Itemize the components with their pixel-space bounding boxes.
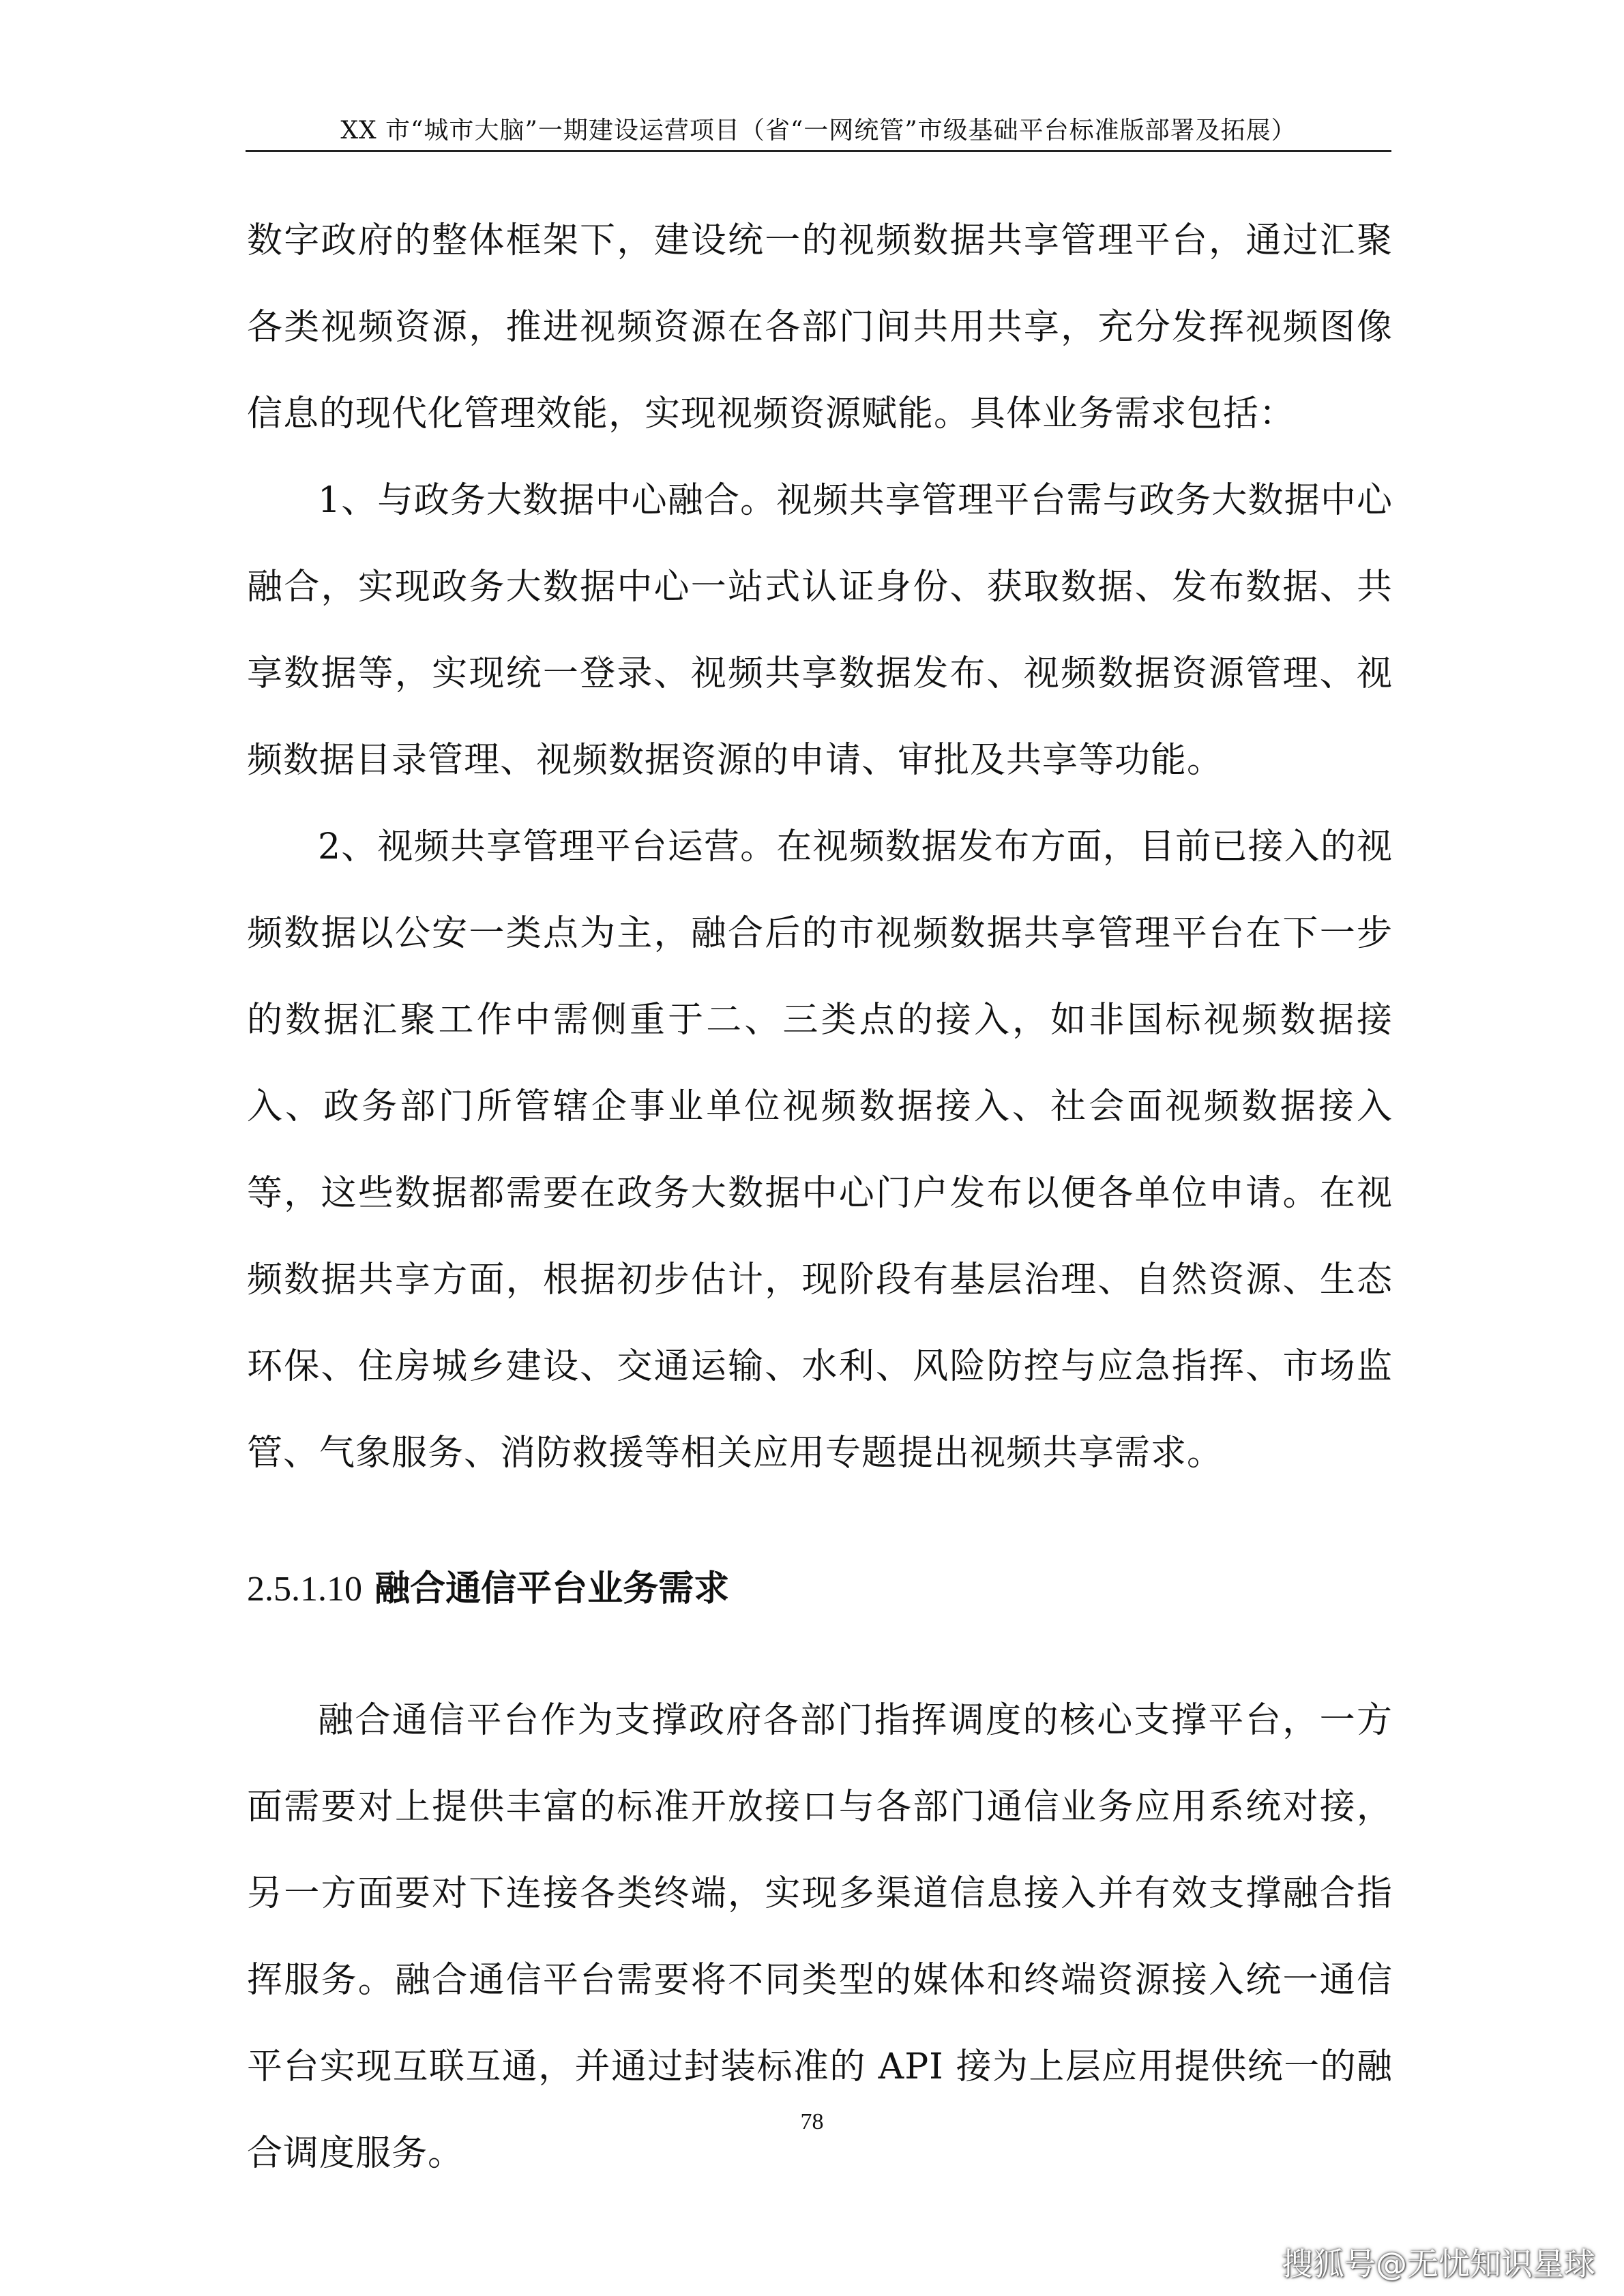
paragraph-item-2: 2、视频共享管理平台运营。在视频数据发布方面，目前已接入的视频数据以公安一类点为主，融合后的市视频数据共享管理平台在下一步的数据汇聚工作中需侧重于二、三类点的接入，如非国标视频数据接入、政务部门所管辖企事业单位视频数据接入、社会面视频数据接入等，这些数据都需要在政务大数据中心门户发布以便各单位申请。在视频数据共享方面，根据初步估计，现阶段有基层治理、自然资源、生态环保、住房城乡建设、交通运输、水利、风险防控与应急指挥、市场监管、气象服务、消防救援等相关应用专题提出视频共享需求。 xyxy=(247,826,1393,1474)
section-number: 2.5.1.10 xyxy=(247,1570,362,1609)
page-number: 78 xyxy=(800,2109,824,2134)
section-heading xyxy=(247,1562,1393,1617)
paragraph-item-1: 1、与政务大数据中心融合。视频共享管理平台需与政务大数据中心融合，实现政务大数据中心一站式认证身份、获取数据、发布数据、共享数据等，实现统一登录、视频共享数据发布、视频数据资源管理、视频数据目录管理、视频数据资源的申请、审批及共享等功能。 xyxy=(247,480,1393,781)
header-divider xyxy=(246,150,1391,152)
paragraph-continuation: 数字政府的整体框架下，建设统一的视频数据共享管理平台，通过汇聚各类视频资源，推进视频资源在各部门间共用共享，充分发挥视频图像信息的现代化管理效能，实现视频资源赋能。具体业务需求包括： xyxy=(247,220,1393,434)
section-title: 融合通信平台业务需求 xyxy=(374,1568,730,1609)
running-header: XX 市“城市大脑”一期建设运营项目（省“一网统管”市级基础平台标准版部署及拓展） xyxy=(340,117,1297,145)
watermark: 搜狐号@无忧知识星球 xyxy=(1282,2246,1595,2282)
section-paragraph: 融合通信平台作为支撑政府各部门指挥调度的核心支撑平台，一方面需要对上提供丰富的标准开放接口与各部门通信业务应用系统对接，另一方面要对下连接各类终端，实现多渠道信息接入并有效支撑融合指挥服务。融合通信平台需要将不同类型的媒体和终端资源接入统一通信平台实现互联互通，并通过封装标准的 API 接为上层应用提供统一的融合调度服务。 xyxy=(247,1700,1393,2174)
body-text xyxy=(247,198,1393,1497)
